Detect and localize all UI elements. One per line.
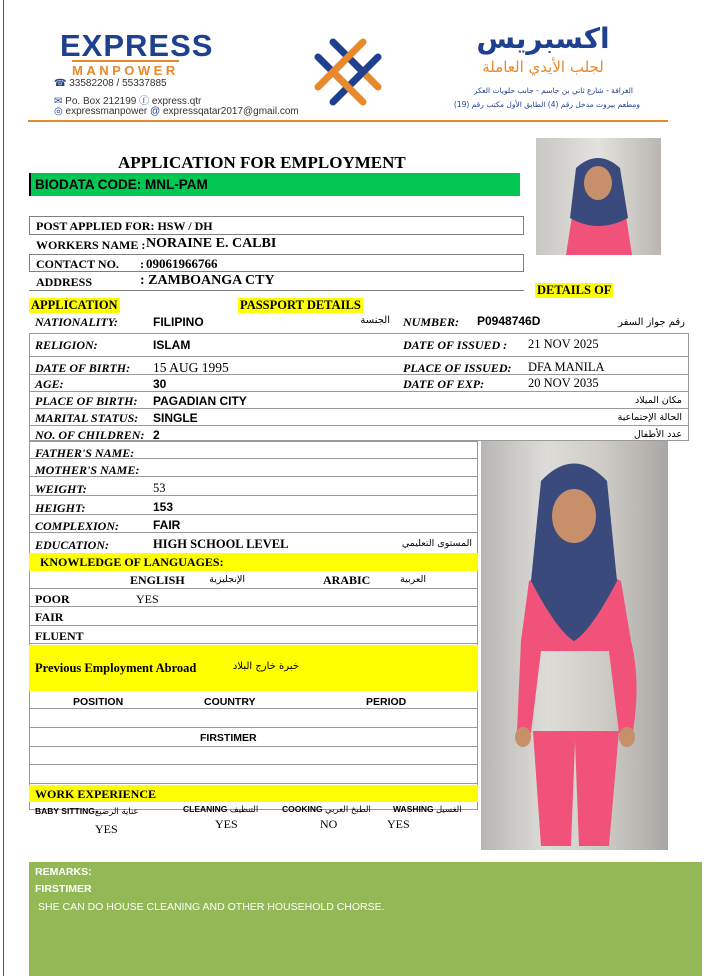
passport-number-label: NUMBER: bbox=[403, 315, 460, 329]
passport-number-ar: رقم جواز السفر bbox=[618, 317, 685, 328]
workers-name-label: WORKERS NAME : bbox=[36, 238, 146, 252]
biodata-code: BIODATA CODE: MNL-PAM bbox=[35, 177, 208, 192]
contact-colon: : bbox=[140, 257, 144, 271]
brand-ar-bottom: لجلب الأيدي العاملة bbox=[482, 58, 604, 76]
divider bbox=[29, 356, 689, 357]
age-label: AGE: bbox=[35, 377, 64, 391]
passport-details-label: PASSPORT DETAILS bbox=[240, 298, 361, 312]
religion-label: RELIGION: bbox=[35, 338, 98, 352]
row-poor bbox=[30, 589, 478, 607]
height-label: HEIGHT: bbox=[35, 501, 86, 515]
workers-name: NORAINE E. CALBI bbox=[146, 236, 277, 251]
dob-label: DATE OF BIRTH: bbox=[35, 361, 131, 375]
education-value: HIGH SCHOOL LEVEL bbox=[153, 537, 289, 551]
expiry-value: 20 NOV 2035 bbox=[528, 376, 599, 390]
pob-label: PLACE OF BIRTH: bbox=[35, 394, 138, 408]
place-issued-label: PLACE OF ISSUED: bbox=[403, 361, 512, 375]
weight-label: WEIGHT: bbox=[35, 482, 87, 496]
header bbox=[28, 20, 668, 125]
pob-ar: مكان الميلاد bbox=[634, 395, 682, 406]
address-underline bbox=[29, 290, 524, 291]
cleaning-value: YES bbox=[215, 817, 238, 831]
height-value: 153 bbox=[153, 500, 174, 514]
company-logo-icon bbox=[308, 32, 388, 112]
address-ar-1: الغرافة - شارع ثاني بن جاسم - جانب حلويات العكر bbox=[473, 86, 633, 95]
application-label: APPLICATION bbox=[31, 298, 118, 312]
children-ar: عدد الأطفال bbox=[633, 429, 682, 440]
contact-pobox: ✉ Po. Box 212199 ⓕ express.qtr bbox=[54, 96, 202, 107]
education-label: EDUCATION: bbox=[35, 538, 110, 552]
employment-entry: FIRSTIMER bbox=[200, 732, 257, 744]
arabic-label: ARABIC bbox=[323, 573, 371, 587]
page-left-border bbox=[3, 0, 4, 976]
remarks-line2: SHE CAN DO HOUSE CLEANING AND OTHER HOUSEHOLD CHORSE. bbox=[38, 901, 385, 913]
marital-label: MARITAL STATUS: bbox=[35, 411, 139, 425]
brand-en-top: EXPRESS bbox=[60, 28, 214, 63]
col-position: POSITION bbox=[73, 696, 124, 708]
english-ar: الإنجليزية bbox=[209, 574, 245, 585]
english-label: ENGLISH bbox=[130, 573, 185, 587]
biodata-code-bar bbox=[29, 173, 520, 196]
contact-label: CONTACT NO. bbox=[36, 257, 119, 271]
facebook-icon: ⓕ bbox=[139, 96, 150, 107]
children-value: 2 bbox=[153, 428, 160, 442]
work-title: WORK EXPERIENCE bbox=[35, 787, 157, 801]
arabic-ar: العربية bbox=[400, 574, 426, 585]
phone-icon: ☎ bbox=[54, 78, 67, 89]
mail-icon: ✉ bbox=[54, 96, 63, 107]
nationality-ar: الجنسة bbox=[360, 315, 390, 326]
languages-title: KNOWLEDGE OF LANGUAGES: bbox=[40, 555, 224, 569]
col-country: COUNTRY bbox=[204, 696, 256, 708]
mother-label: MOTHER'S NAME: bbox=[35, 463, 140, 477]
employment-title-ar: خبرة خارج البلاد bbox=[232, 661, 299, 672]
date-issued-label: DATE OF ISSUED : bbox=[403, 338, 508, 352]
brand-ar-top: اكسبريس bbox=[476, 22, 610, 55]
divider bbox=[29, 391, 689, 392]
row-emp-1 bbox=[30, 710, 478, 728]
address-value: : ZAMBOANGA CTY bbox=[140, 273, 275, 288]
page-title: APPLICATION FOR EMPLOYMENT bbox=[118, 153, 406, 172]
address-label: ADDRESS bbox=[36, 275, 93, 289]
work-header bbox=[29, 785, 478, 802]
languages-header bbox=[29, 553, 478, 571]
photo-full-figure bbox=[481, 441, 668, 850]
complexion-label: COMPLEXION: bbox=[35, 519, 120, 533]
contact-phone: ☎ 33582208 / 55337885 bbox=[54, 78, 167, 89]
portrait-small-figure bbox=[536, 138, 661, 255]
fluent-label: FLUENT bbox=[35, 629, 84, 643]
col-period: PERIOD bbox=[366, 696, 407, 708]
header-rule bbox=[28, 120, 668, 122]
place-issued-value: DFA MANILA bbox=[528, 360, 605, 374]
marital-value: SINGLE bbox=[153, 411, 198, 425]
cooking-value: NO bbox=[320, 817, 338, 831]
washing-label: WASHING الغسيل bbox=[393, 804, 462, 815]
father-label: FATHER'S NAME: bbox=[35, 446, 135, 460]
marital-ar: الحالة الإجتماعية bbox=[617, 412, 682, 423]
row-emp-head bbox=[30, 691, 478, 709]
contact-social: ◎ expressmanpower @ expressqatar2017@gmail.com bbox=[54, 106, 299, 117]
washing-value: YES bbox=[387, 817, 410, 831]
weight-value: 53 bbox=[153, 481, 166, 495]
details-of-label: DETAILS OF bbox=[537, 283, 612, 297]
row-fluent bbox=[30, 626, 478, 644]
employment-header bbox=[29, 645, 478, 691]
dob-value: 15 AUG 1995 bbox=[153, 360, 229, 375]
expiry-label: DATE OF EXP: bbox=[403, 377, 485, 391]
remarks-panel bbox=[29, 862, 702, 976]
fair-label: FAIR bbox=[35, 610, 64, 624]
religion-value: ISLAM bbox=[153, 338, 191, 352]
remarks-label: REMARKS: bbox=[35, 866, 92, 878]
age-value: 30 bbox=[153, 377, 167, 391]
cooking-label: COOKING الطبخ العربي bbox=[282, 804, 371, 815]
education-ar: المستوى التعليمي bbox=[401, 538, 472, 549]
nationality-label: NATIONALITY: bbox=[35, 315, 118, 329]
row-lang-head bbox=[30, 571, 478, 589]
address-ar-2: ومطعم بيروت مدخل رقم (4) الطابق الأول مكتب رقم (19) bbox=[453, 100, 640, 109]
post-applied: POST APPLIED FOR: HSW / DH bbox=[36, 219, 213, 233]
row-emp-4 bbox=[30, 766, 478, 784]
nationality-value: FILIPINO bbox=[153, 315, 204, 329]
cleaning-label: CLEANING التنظيف bbox=[183, 804, 259, 815]
complexion-value: FAIR bbox=[153, 518, 181, 532]
poor-label: POOR bbox=[35, 592, 70, 606]
applicant-photo-full bbox=[481, 441, 668, 850]
post-applied-box bbox=[29, 216, 524, 235]
children-label: NO. OF CHILDREN: bbox=[35, 428, 145, 442]
passport-number: P0948746D bbox=[477, 314, 541, 328]
employment-title: Previous Employment Abroad bbox=[35, 661, 197, 675]
baby-sitting-value: YES bbox=[95, 822, 118, 836]
instagram-icon: ◎ bbox=[54, 106, 63, 117]
row-weight bbox=[30, 478, 478, 496]
date-issued-value: 21 NOV 2025 bbox=[528, 337, 599, 351]
email-icon: @ bbox=[150, 106, 161, 117]
brand-en-bottom: MANPOWER bbox=[72, 60, 179, 78]
pob-value: PAGADIAN CITY bbox=[153, 394, 247, 408]
baby-sitting-label: BABY SITTINGعناية الرضيع bbox=[35, 806, 139, 817]
poor-english-value: YES bbox=[136, 592, 159, 606]
row-emp-3 bbox=[30, 747, 478, 765]
applicant-portrait-small bbox=[536, 138, 661, 255]
remarks-line1: FIRSTIMER bbox=[35, 883, 92, 895]
contact-value: 09061966766 bbox=[146, 256, 218, 271]
row-height bbox=[30, 497, 478, 515]
row-fair bbox=[30, 608, 478, 626]
contact-box bbox=[29, 254, 524, 272]
